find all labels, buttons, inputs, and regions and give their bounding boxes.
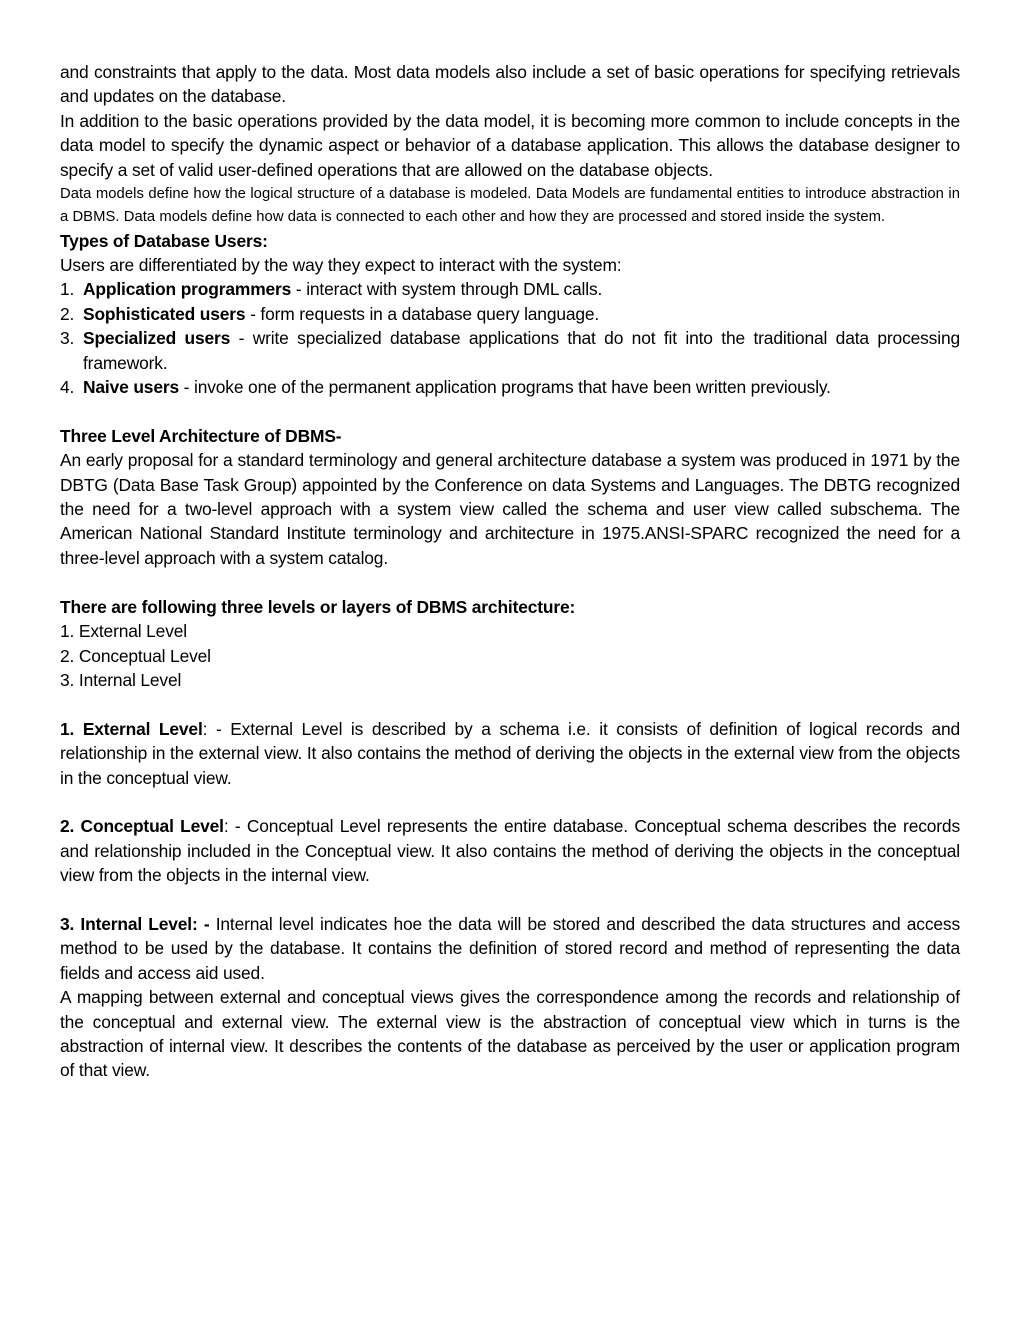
spacer bbox=[60, 570, 960, 594]
internal-level-term: 3. Internal Level: - bbox=[60, 913, 210, 934]
users-heading: Types of Database Users: bbox=[60, 230, 268, 251]
list-item: 2. Conceptual Level bbox=[60, 645, 211, 666]
internal-level-paragraph: 3. Internal Level: - Internal level indicates hoe the data will be stored and described the data structures and access method to be used by the database. It contains the definition of stored record and method of representing the data fields and access aid used. bbox=[60, 913, 960, 983]
external-level-term: 1. External Level bbox=[60, 718, 203, 739]
list-item-text: - interact with system through DML calls. bbox=[291, 279, 603, 300]
intro-paragraph-3: Data models define how the logical structure of a database is modeled. Data Models are fundamental entities to introduce abstraction in a DBMS. Data models define how data is connected to each other and how they are processed and stored inside the system. bbox=[60, 186, 960, 225]
intro-paragraph-1: and constraints that apply to the data. Most data models also include a set of basic operations for specifying retrievals and updates on the database. bbox=[60, 62, 960, 107]
spacer bbox=[60, 888, 960, 912]
list-item bbox=[60, 326, 960, 375]
levels-heading: There are following three levels or layers of DBMS architecture: bbox=[60, 596, 576, 617]
list-item bbox=[60, 375, 960, 399]
list-item-term: Application programmers bbox=[83, 279, 292, 300]
levels-list bbox=[60, 619, 960, 692]
list-item bbox=[60, 277, 960, 301]
list-item-text: - form requests in a database query language. bbox=[245, 303, 600, 324]
mapping-paragraph: A mapping between external and conceptual views gives the correspondence among the records and relationship of the conceptual and external view. The external view is the abstraction of conceptual view which in turns is the abstraction of internal view. It describes the contents of the database as perceived by the user or application program of that view. bbox=[60, 987, 960, 1081]
users-list bbox=[60, 277, 960, 399]
list-item-term: Naive users bbox=[83, 377, 179, 398]
list-item-term: Specialized users bbox=[83, 328, 231, 349]
list-item-term: Sophisticated users bbox=[83, 303, 246, 324]
spacer bbox=[60, 399, 960, 423]
users-intro: Users are differentiated by the way they expect to interact with the system: bbox=[60, 255, 622, 276]
spacer bbox=[60, 692, 960, 716]
list-item-number: 4. bbox=[60, 377, 75, 398]
conceptual-level-paragraph: 2. Conceptual Level: - Conceptual Level represents the entire database. Conceptual schema describes the records and relationship included in the Conceptual view. It also contains the method of deriving the objects in the conceptual view from the objects in the internal view. bbox=[60, 816, 960, 886]
list-item-text: - invoke one of the permanent application programs that have been written previously. bbox=[179, 377, 831, 398]
list-item-number: 1. bbox=[60, 279, 75, 300]
list-item-text: - write specialized database applications that do not fit into the traditional data processing framework. bbox=[83, 328, 960, 373]
list-item: 1. External Level bbox=[60, 621, 187, 642]
spacer bbox=[60, 790, 960, 814]
intro-paragraph-2: In addition to the basic operations provided by the data model, it is becoming more common to include concepts in the data model to specify the dynamic aspect or behavior of a database application. This allows the database designer to specify a set of valid user-defined operations that are allowed on the database objects. bbox=[60, 110, 960, 180]
list-item bbox=[60, 302, 960, 326]
list-item: 3. Internal Level bbox=[60, 669, 182, 690]
conceptual-level-term: 2. Conceptual Level bbox=[60, 816, 224, 837]
external-level-paragraph: 1. External Level: - External Level is described by a schema i.e. it consists of definition of logical records and relationship in the external view. It also contains the method of deriving the objects in the external view from the objects in the conceptual view. bbox=[60, 718, 961, 788]
document-content bbox=[60, 60, 960, 1083]
architecture-heading: Three Level Architecture of DBMS- bbox=[60, 425, 342, 446]
architecture-body: An early proposal for a standard terminology and general architecture database a system was produced in 1971 by the DBTG (Data Base Task Group) appointed by the Conference on data Systems and Languages. The DBTG recognized the need for a two-level approach with a system view called the schema and user view called subschema. The American National Standard Institute terminology and architecture in 1975.ANSI-SPARC recognized the need for a three-level approach with a system catalog. bbox=[60, 450, 960, 568]
list-item-number: 3. bbox=[60, 328, 75, 349]
list-item-number: 2. bbox=[60, 303, 75, 324]
